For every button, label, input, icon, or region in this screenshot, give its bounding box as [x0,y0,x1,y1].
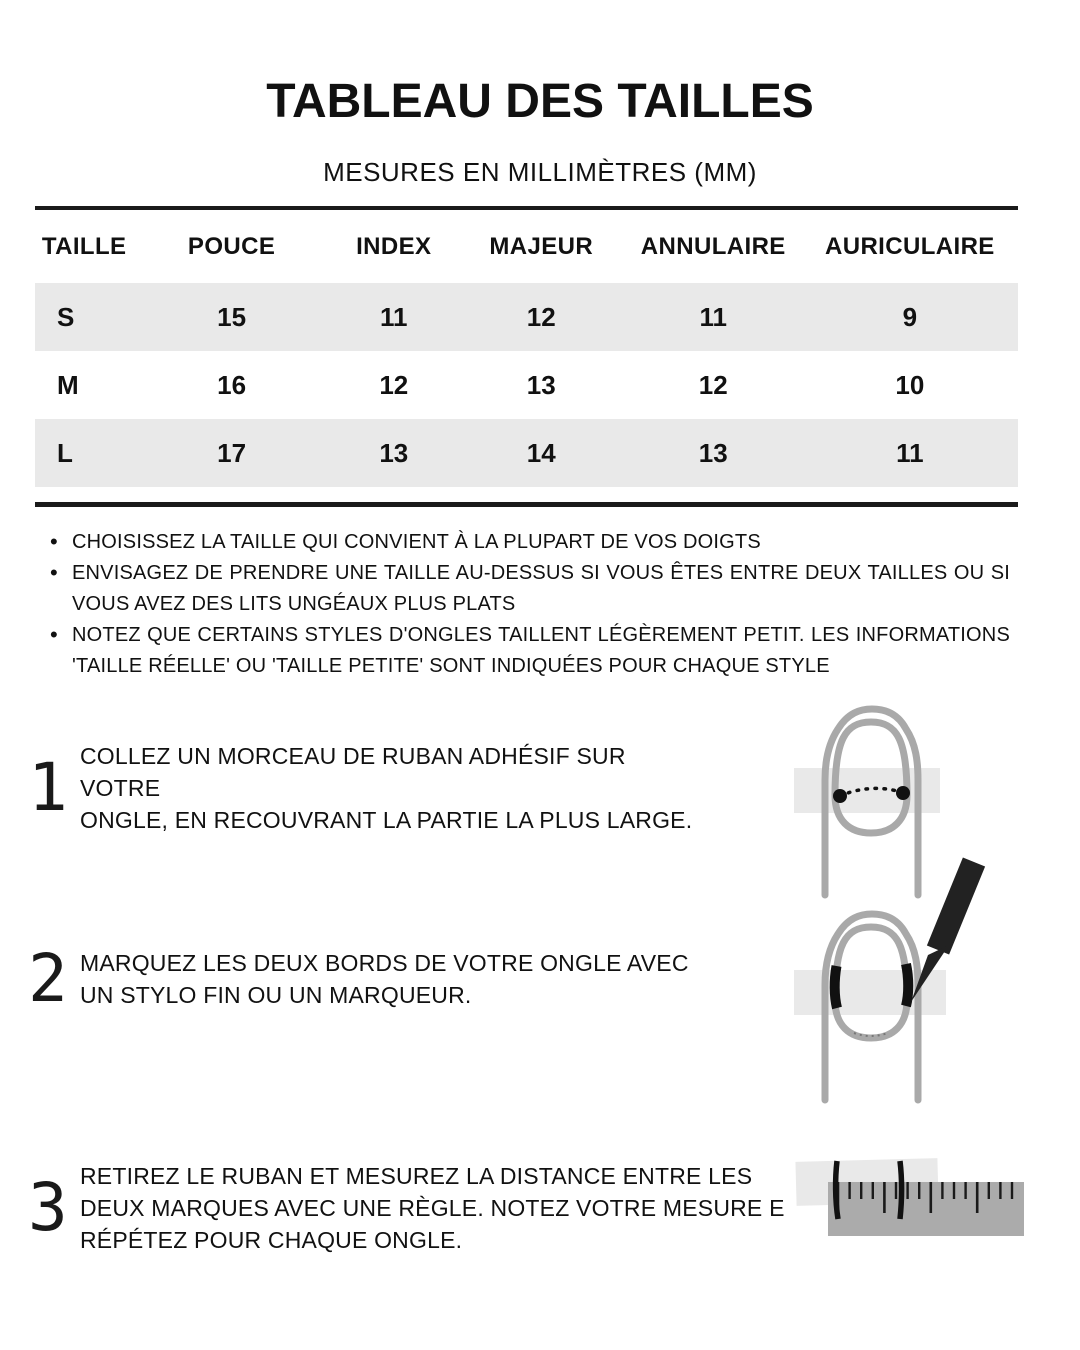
step-3-text [80,1160,800,1256]
tape-mark-right [900,1161,902,1219]
col-header-auriculaire: AURICULAIRE [824,232,995,260]
value-cell: 15 [217,301,247,332]
step-3-line: DEUX MARQUES AVEC UNE RÈGLE. NOTEZ VOTRE MESURE E [80,1195,785,1221]
ruler [828,1182,1024,1236]
col-header-taille: TAILLE [41,232,127,260]
value-cell: 17 [217,437,247,468]
step-2-number: 2 [28,940,68,1017]
col-header-index: INDEX [356,232,432,260]
finger-marker-illustration [790,850,1005,1110]
table-row-l [35,419,1018,487]
measure-dot-left [833,789,847,803]
table-row-m [35,351,1018,419]
col-header-annulaire: ANNULAIRE [640,232,786,260]
col-header-pouce: POUCE [187,232,276,260]
col-header-majeur: MAJEUR [489,232,594,260]
size-table-grid [35,210,1018,487]
value-cell: 9 [902,301,918,332]
page-title: TABLEAU DES TAILLES [266,75,814,128]
divider [35,502,1018,507]
value-cell: 10 [895,369,925,400]
value-cell: 14 [526,437,556,468]
size-table [35,206,1018,487]
nail-edge-mark-left [835,966,837,1008]
value-cell: 16 [217,369,247,400]
size-label: M [57,369,79,400]
nail-edge-mark-right [906,964,908,1006]
tape-mark-left [836,1161,838,1219]
step-1-line: ONGLE, EN RECOUVRANT LA PARTIE LA PLUS LARGE. [80,807,693,833]
step-1-number: 1 [28,749,68,826]
value-cell: 11 [896,437,924,468]
size-label: L [57,437,73,468]
value-cell: 13 [698,437,728,468]
note-item: • NOTEZ QUE CERTAINS STYLES D'ONGLES TAILLENT LÉGÈREMENT PETIT. LES INFORMATIONS 'TAILLE RÉELLE' OU 'TAILLE PETITE' SONT INDIQUÉES POUR CHAQUE STYLE [48,620,1010,682]
value-cell: 11 [380,301,408,332]
step-2 [28,940,700,1017]
ruler-measure-illustration [790,1148,1030,1243]
value-cell: 13 [526,369,556,400]
notes-list [48,527,1010,682]
step-1-text [80,740,700,836]
step-3-line: RÉPÉTEZ POUR CHAQUE ONGLE. [80,1227,463,1253]
note-item: • ENVISAGEZ DE PRENDRE UNE TAILLE AU-DESSUS SI VOUS ÊTES ENTRE DEUX TAILLES OU SI VOUS AVEZ DES LITS UNGÉAUX PLUS PLATS [48,558,1010,620]
value-cell: 12 [698,369,728,400]
step-3-line: RETIREZ LE RUBAN ET MESUREZ LA DISTANCE ENTRE LES [80,1163,753,1189]
step-2-text [80,947,700,1011]
step-2-line: UN STYLO FIN OU UN MARQUEUR. [80,982,472,1008]
measure-dot-right [896,786,910,800]
value-cell: 12 [526,301,556,332]
table-row-s [35,283,1018,351]
table-header-row [35,210,1018,283]
step-3-number: 3 [28,1169,68,1246]
value-cell: 11 [699,301,727,332]
step-1 [28,740,700,836]
note-item: • CHOISISSEZ LA TAILLE QUI CONVIENT À LA PLUPART DE VOS DOIGTS [48,527,1010,558]
step-2-line: MARQUEZ LES DEUX BORDS DE VOTRE ONGLE AVEC [80,950,689,976]
value-cell: 12 [379,369,409,400]
step-3 [28,1160,800,1256]
step-1-line: COLLEZ UN MORCEAU DE RUBAN ADHÉSIF SUR VOTRE [80,743,626,801]
size-label: S [57,301,75,332]
page-subtitle: MESURES EN MILLIMÈTRES (MM) [323,157,757,187]
value-cell: 13 [379,437,409,468]
